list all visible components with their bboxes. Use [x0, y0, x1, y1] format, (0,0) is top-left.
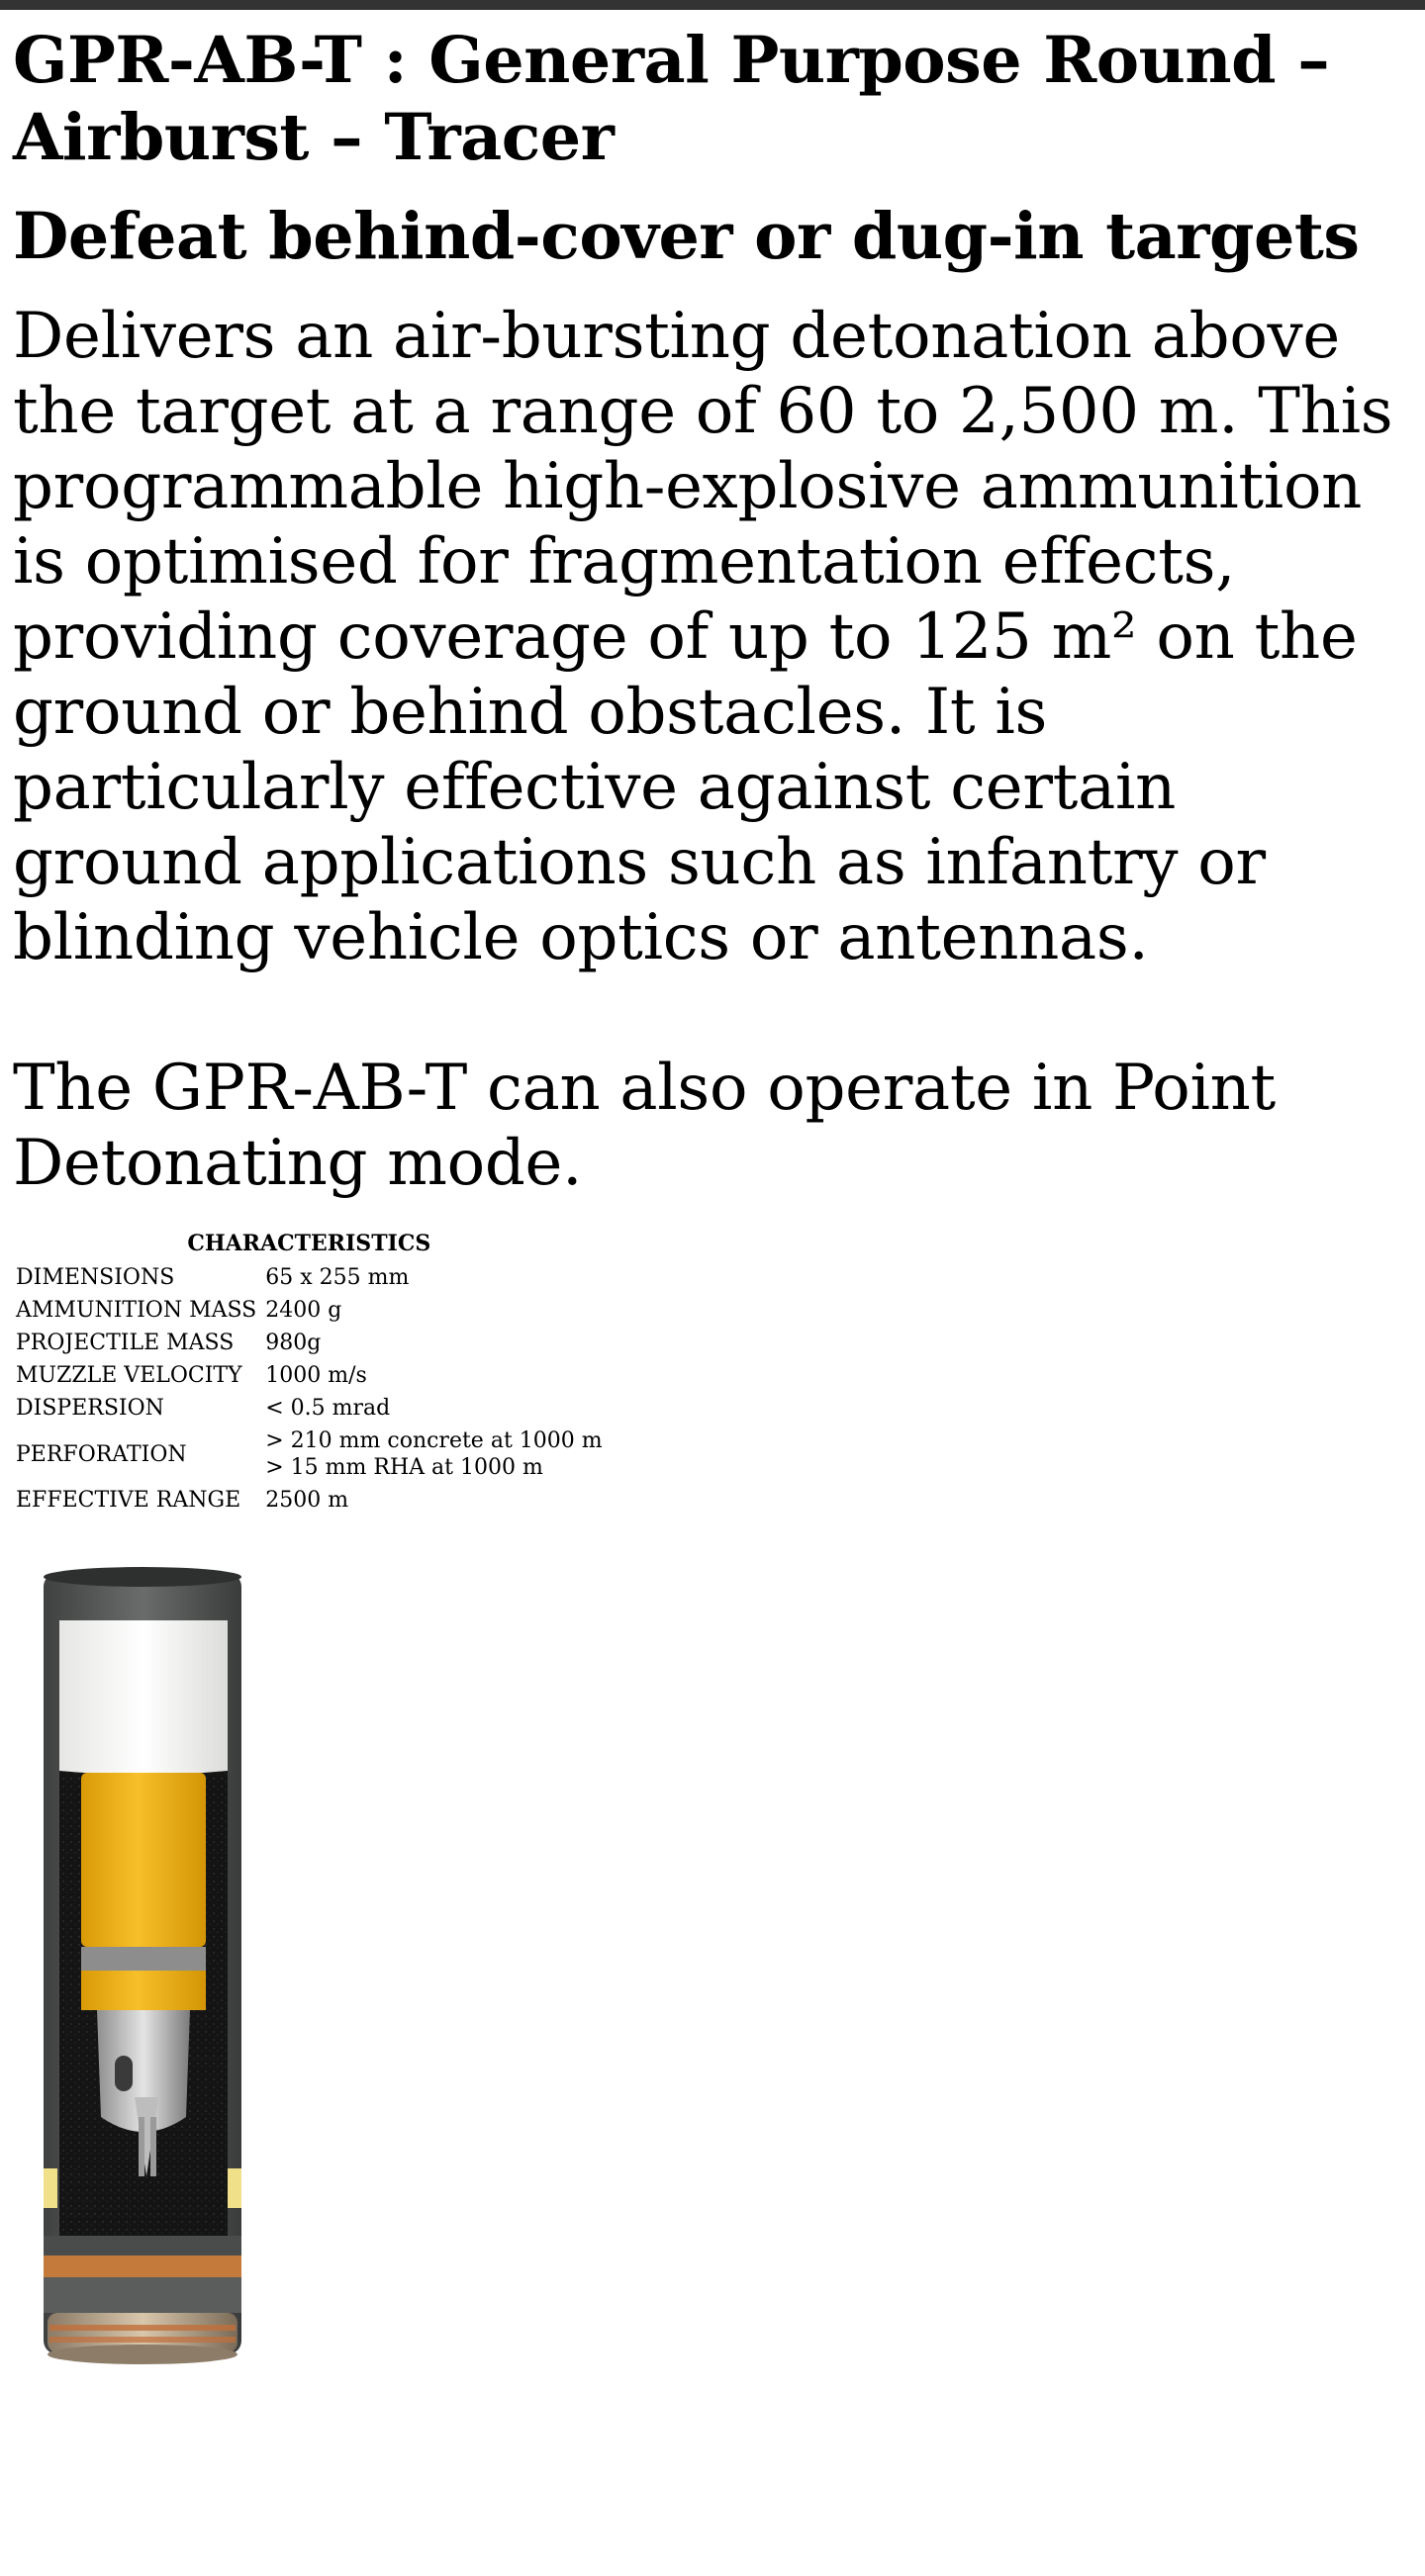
top-bar — [0, 0, 1425, 10]
table-row — [13, 1425, 606, 1484]
spec-value: 1000 m/s — [265, 1363, 367, 1388]
spec-label: DIMENSIONS — [16, 1265, 175, 1290]
spec-value: 980g — [265, 1331, 322, 1355]
table-row — [13, 1484, 606, 1517]
table-row — [13, 1359, 606, 1392]
spec-value: 65 x 255 mm — [265, 1265, 410, 1290]
description — [13, 299, 1413, 1201]
spec-value: < 0.5 mrad — [265, 1396, 391, 1421]
spec-label: MUZZLE VELOCITY — [16, 1363, 242, 1388]
spec-label: PERFORATION — [16, 1441, 187, 1467]
table-row — [13, 1261, 606, 1294]
description-paragraph: The GPR-AB-T can also operate in Point Detonating mode. — [13, 1052, 1276, 1200]
article — [13, 10, 1413, 1517]
table-row — [13, 1327, 606, 1359]
spec-value-line: > 210 mm concrete at 1000 m — [265, 1428, 603, 1453]
page-title: GPR-AB-T : General Purpose Round – Airburst – Tracer — [13, 23, 1330, 175]
spec-label: AMMUNITION MASS — [16, 1298, 257, 1323]
ammunition-round-image — [38, 1563, 257, 2384]
spec-label: EFFECTIVE RANGE — [16, 1488, 241, 1513]
spec-label: DISPERSION — [16, 1396, 164, 1421]
spec-label: PROJECTILE MASS — [16, 1331, 235, 1355]
spec-value: 2400 g — [265, 1298, 342, 1323]
table-row — [13, 1294, 606, 1327]
spec-value: 2500 m — [265, 1488, 349, 1513]
spec-value — [262, 1425, 605, 1484]
characteristics-table — [13, 1231, 606, 1517]
spec-value-line: > 15 mm RHA at 1000 m — [265, 1455, 543, 1480]
characteristics-caption: CHARACTERISTICS — [187, 1231, 431, 1256]
page-subtitle: Defeat behind-cover or dug-in targets — [13, 199, 1360, 274]
description-paragraph: Delivers an air-bursting detonation above the target at a range of 60 to 2,500 m. This programmable high-explosive ammunition is optimised for fragmentation effects, providing coverage of up to 125 m² on the ground or behind obstacles. It is particularly effective against certain ground applications such as infantry or blinding vehicle optics or antennas. — [13, 300, 1393, 974]
table-row — [13, 1392, 606, 1425]
